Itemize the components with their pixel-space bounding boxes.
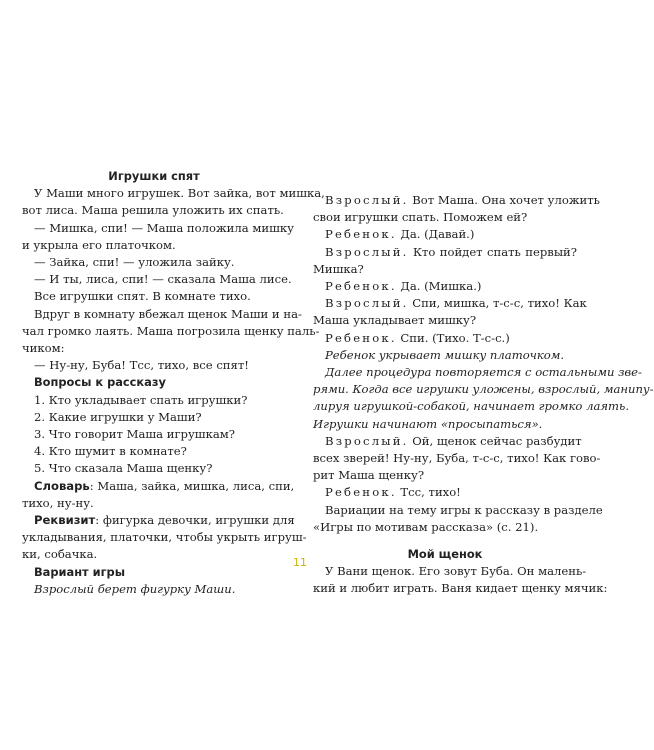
question-item: 3. Что говорит Маша игрушкам? (34, 427, 235, 442)
question-item: 4. Кто шумит в комнате? (34, 444, 187, 459)
text-line: — Зайка, спи! — уложила зайку. (34, 255, 235, 270)
speaker-child: Ребенок. (325, 279, 397, 294)
speaker-child: Ребенок. (325, 227, 397, 242)
question-item: 1. Кто укладывает спать игрушки? (34, 392, 248, 407)
vocabulary-block (22, 478, 295, 512)
question-item: 5. Что сказала Маша щенку? (34, 461, 213, 476)
text-line: вот лиса. Маша решила уложить их спать. (22, 203, 284, 218)
text-line: Спи. (Тихо. Т-с-с.) (396, 330, 510, 345)
questions-heading: Вопросы к рассказу (34, 375, 166, 390)
text-line: рит Маша щенку? (313, 468, 425, 483)
dialogue-line (313, 433, 601, 485)
text-line: свои игрушки спать. Поможем ей? (313, 210, 528, 225)
text-line: Тсс, тихо! (396, 485, 461, 500)
text-line: Вдруг в комнату вбежал щенок Маши и на- (34, 306, 302, 321)
variant-text: Взрослый берет фигурку Маши. (34, 581, 236, 596)
text-line: Да. (Давай.) (396, 227, 475, 242)
text-line: и укрыла его платочком. (22, 237, 176, 252)
paragraph (22, 185, 325, 219)
text-line: — Ну-ну, Буба! Тсс, тихо, все спят! (34, 358, 249, 373)
paragraph (22, 220, 294, 254)
stage-direction (313, 364, 654, 433)
text-line: рями. Когда все игрушки уложены, взрослый, манипу- (313, 382, 654, 397)
text-line: Да. (Мишка.) (396, 279, 482, 294)
speaker-adult: Взрослый. (325, 433, 409, 448)
right-column (313, 192, 654, 598)
text-line: чал громко лаять. Маша погрозила щенку паль- (22, 323, 320, 338)
paragraph (313, 563, 608, 597)
text-line: — И ты, лиса, спи! — сказала Маша лисе. (34, 272, 292, 287)
stage-direction: Ребенок укрывает мишку платочком. (325, 347, 565, 362)
text-line: Спи, мишка, т-с-с, тихо! Как (408, 296, 587, 311)
text-line: Мишка? (313, 261, 364, 276)
text-line: Вот Маша. Она хочет уложить (408, 193, 600, 207)
props-label: Реквизит (34, 513, 96, 528)
spacer (313, 536, 577, 546)
text-line: — Мишка, спи! — Маша положила мишку (34, 220, 294, 235)
paragraph (313, 502, 603, 536)
text-line: Все игрушки спят. В комнате тихо. (34, 289, 251, 304)
page-number: 11 (293, 556, 307, 569)
dialogue-line (313, 295, 587, 329)
text-line: лируя игрушкой-собакой, начинает громко лаять. (313, 399, 630, 414)
text-line: : Маша, зайка, мишка, лиса, спи, (89, 478, 295, 493)
speaker-adult: Взрослый. (325, 244, 409, 259)
text-line: укладывания, платочки, чтобы укрыть игруш- (22, 530, 307, 545)
dialogue-line (313, 244, 577, 278)
text-line: Маша укладывает мишку? (313, 313, 477, 328)
question-item: 2. Какие игрушки у Маши? (34, 409, 202, 424)
speaker-child: Ребенок. (325, 330, 397, 345)
text-line: Вариации на тему игры к рассказу в разделе (325, 502, 603, 517)
variant-heading: Вариант игры (34, 564, 126, 579)
speaker-adult: Взрослый. (325, 296, 409, 311)
speaker-adult: Взрослый. (325, 193, 409, 207)
dialogue-line (313, 192, 600, 226)
text-line: Далее процедура повторяется с остальными зве- (325, 365, 642, 380)
text-line: : фигурка девочки, игрушки для (95, 513, 295, 528)
text-line: чиком: (22, 341, 65, 356)
text-line: «Игры по мотивам рассказа» (с. 21). (313, 519, 539, 534)
story-title: Игрушки спят (108, 169, 200, 183)
text-line: Игрушки начинают «просыпаться». (313, 416, 543, 431)
text-line: У Маши много игрушек. Вот зайка, вот мишка, (34, 186, 325, 201)
text-line: всех зверей! Ну-ну, Буба, т-с-с, тихо! Как гово- (313, 451, 601, 466)
text-line: тихо, ну-ну. (22, 495, 94, 510)
vocabulary-label: Словарь (34, 478, 90, 493)
story-title-2: Мой щенок (407, 547, 483, 562)
speaker-child: Ребенок. (325, 485, 397, 500)
text-line: Кто пойдет спать первый? (408, 244, 577, 259)
text-line: Ой, щенок сейчас разбудит (408, 433, 582, 448)
paragraph (22, 306, 320, 358)
text-line: У Вани щенок. Его зовут Буба. Он малень- (325, 564, 587, 579)
text-line: ки, собачка. (22, 547, 98, 562)
text-line: кий и любит играть. Ваня кидает щенку мячик: (313, 581, 608, 596)
